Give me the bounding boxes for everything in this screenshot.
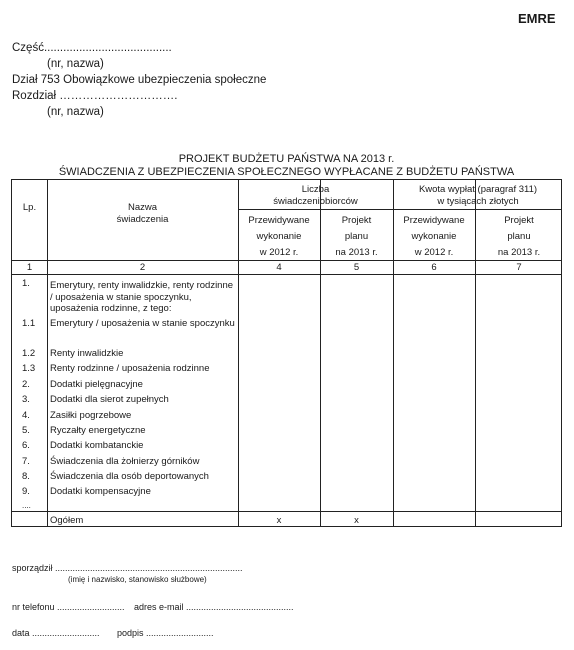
col6-header-3: w 2012 r. bbox=[414, 247, 454, 258]
table-hline bbox=[238, 209, 561, 210]
benefits-table bbox=[11, 179, 562, 527]
row-lp: 1.1 bbox=[22, 318, 36, 329]
total-col5: x bbox=[354, 515, 359, 526]
row-lp: 6. bbox=[22, 440, 30, 451]
col-nazwa-header-2: świadczenia bbox=[116, 214, 169, 225]
form-code: EMRE bbox=[518, 11, 556, 26]
col-number: 4 bbox=[276, 262, 282, 273]
group-kwota-header-2: w tysiącach złotych bbox=[437, 196, 519, 207]
rozdzial-line: Rozdział …………………………. bbox=[12, 90, 178, 102]
col-number: 5 bbox=[353, 262, 360, 273]
table-hline bbox=[12, 260, 561, 261]
row-name: Emerytury / uposażenia w stanie spoczynku bbox=[50, 318, 235, 329]
table-hline bbox=[12, 274, 561, 275]
col4-header-2: wykonanie bbox=[256, 231, 302, 242]
row-name: Emerytury, renty inwalidzkie, renty rodzinne / uposażenia w stanie spoczynku, uposażenia rodzinne, z tego: bbox=[50, 280, 234, 314]
total-label: Ogółem bbox=[50, 515, 84, 526]
row-name: Dodatki pielęgnacyjne bbox=[50, 379, 143, 390]
sporzadzil-field: sporządził ........................................................................... bbox=[12, 563, 243, 573]
dzial-line: Dział 753 Obowiązkowe ubezpieczenia społeczne bbox=[12, 74, 267, 86]
row-lp: 4. bbox=[22, 410, 30, 421]
email-field: adres e-mail ........................................... bbox=[134, 602, 294, 612]
group-liczba-header: Liczba bbox=[301, 184, 330, 195]
row-lp: .... bbox=[22, 501, 31, 510]
table-hline bbox=[12, 511, 561, 512]
col-number: 7 bbox=[516, 262, 522, 273]
rozdzial-nr-nazwa: (nr, nazwa) bbox=[47, 106, 104, 118]
col7-header-2: planu bbox=[507, 231, 531, 242]
czesc-line: Część........................................ bbox=[12, 42, 172, 54]
col4-header-1: Przewidywane bbox=[248, 215, 310, 226]
col-number: 1 bbox=[26, 262, 33, 273]
col6-header-2: wykonanie bbox=[411, 231, 457, 242]
total-col4: x bbox=[276, 515, 282, 526]
col5-header-1: Projekt bbox=[341, 215, 372, 226]
row-lp: 1.3 bbox=[22, 363, 36, 374]
czesc-nr-nazwa: (nr, nazwa) bbox=[47, 58, 104, 70]
row-name: Renty rodzinne / uposażenia rodzinne bbox=[50, 363, 210, 374]
group-liczba-header-2: świadczeniobiorców bbox=[273, 196, 358, 207]
col6-header-1: Przewidywane bbox=[403, 215, 465, 226]
col-lp-header: Lp. bbox=[22, 202, 37, 213]
row-lp: 1.2 bbox=[22, 348, 36, 359]
row-name: Dodatki dla sierot zupełnych bbox=[50, 394, 169, 405]
row-lp: 5. bbox=[22, 425, 30, 436]
row-name: Świadczenia dla osób deportowanych bbox=[50, 471, 209, 482]
col-number: 6 bbox=[431, 262, 437, 273]
group-kwota-header: Kwota wypłat (paragraf 311) bbox=[418, 184, 538, 195]
row-lp: 9. bbox=[22, 486, 30, 497]
row-name: Dodatki kombatanckie bbox=[50, 440, 144, 451]
col-number: 2 bbox=[139, 262, 146, 273]
title-line-1: PROJEKT BUDŻETU PAŃSTWA NA 2013 r. bbox=[178, 153, 395, 165]
row-name: Ryczałty energetyczne bbox=[50, 425, 146, 436]
row-lp: 7. bbox=[22, 456, 30, 467]
telefon-field: nr telefonu ........................... bbox=[12, 602, 125, 612]
col7-header-3: na 2013 r. bbox=[497, 247, 541, 258]
row-lp: 2. bbox=[22, 379, 30, 390]
podpis-field: podpis ........................... bbox=[117, 628, 214, 638]
row-lp: 1. bbox=[22, 278, 30, 289]
row-name: Zasiłki pogrzebowe bbox=[50, 410, 132, 421]
row-name: Dodatki kompensacyjne bbox=[50, 486, 151, 497]
data-field: data ........................... bbox=[12, 628, 100, 638]
table-vline bbox=[47, 180, 48, 526]
row-name: Świadczenia dla żołnierzy górników bbox=[50, 456, 200, 467]
title-line-2: ŚWIADCZENIA Z UBEZPIECZENIA SPOŁECZNEGO WYPŁACANE Z BUDŻETU PAŃSTWA bbox=[58, 166, 515, 178]
sporzadzil-note: (imię i nazwisko, stanowisko służbowe) bbox=[68, 575, 207, 584]
row-lp: 3. bbox=[22, 394, 30, 405]
col5-header-2: planu bbox=[344, 231, 369, 242]
col-nazwa-header: Nazwa bbox=[127, 202, 158, 213]
col7-header-1: Projekt bbox=[504, 215, 534, 226]
col4-header-3: w 2012 r. bbox=[259, 247, 299, 258]
row-lp: 8. bbox=[22, 471, 30, 482]
row-name: Renty inwalidzkie bbox=[50, 348, 124, 359]
col5-header-3: na 2013 r. bbox=[335, 247, 378, 258]
